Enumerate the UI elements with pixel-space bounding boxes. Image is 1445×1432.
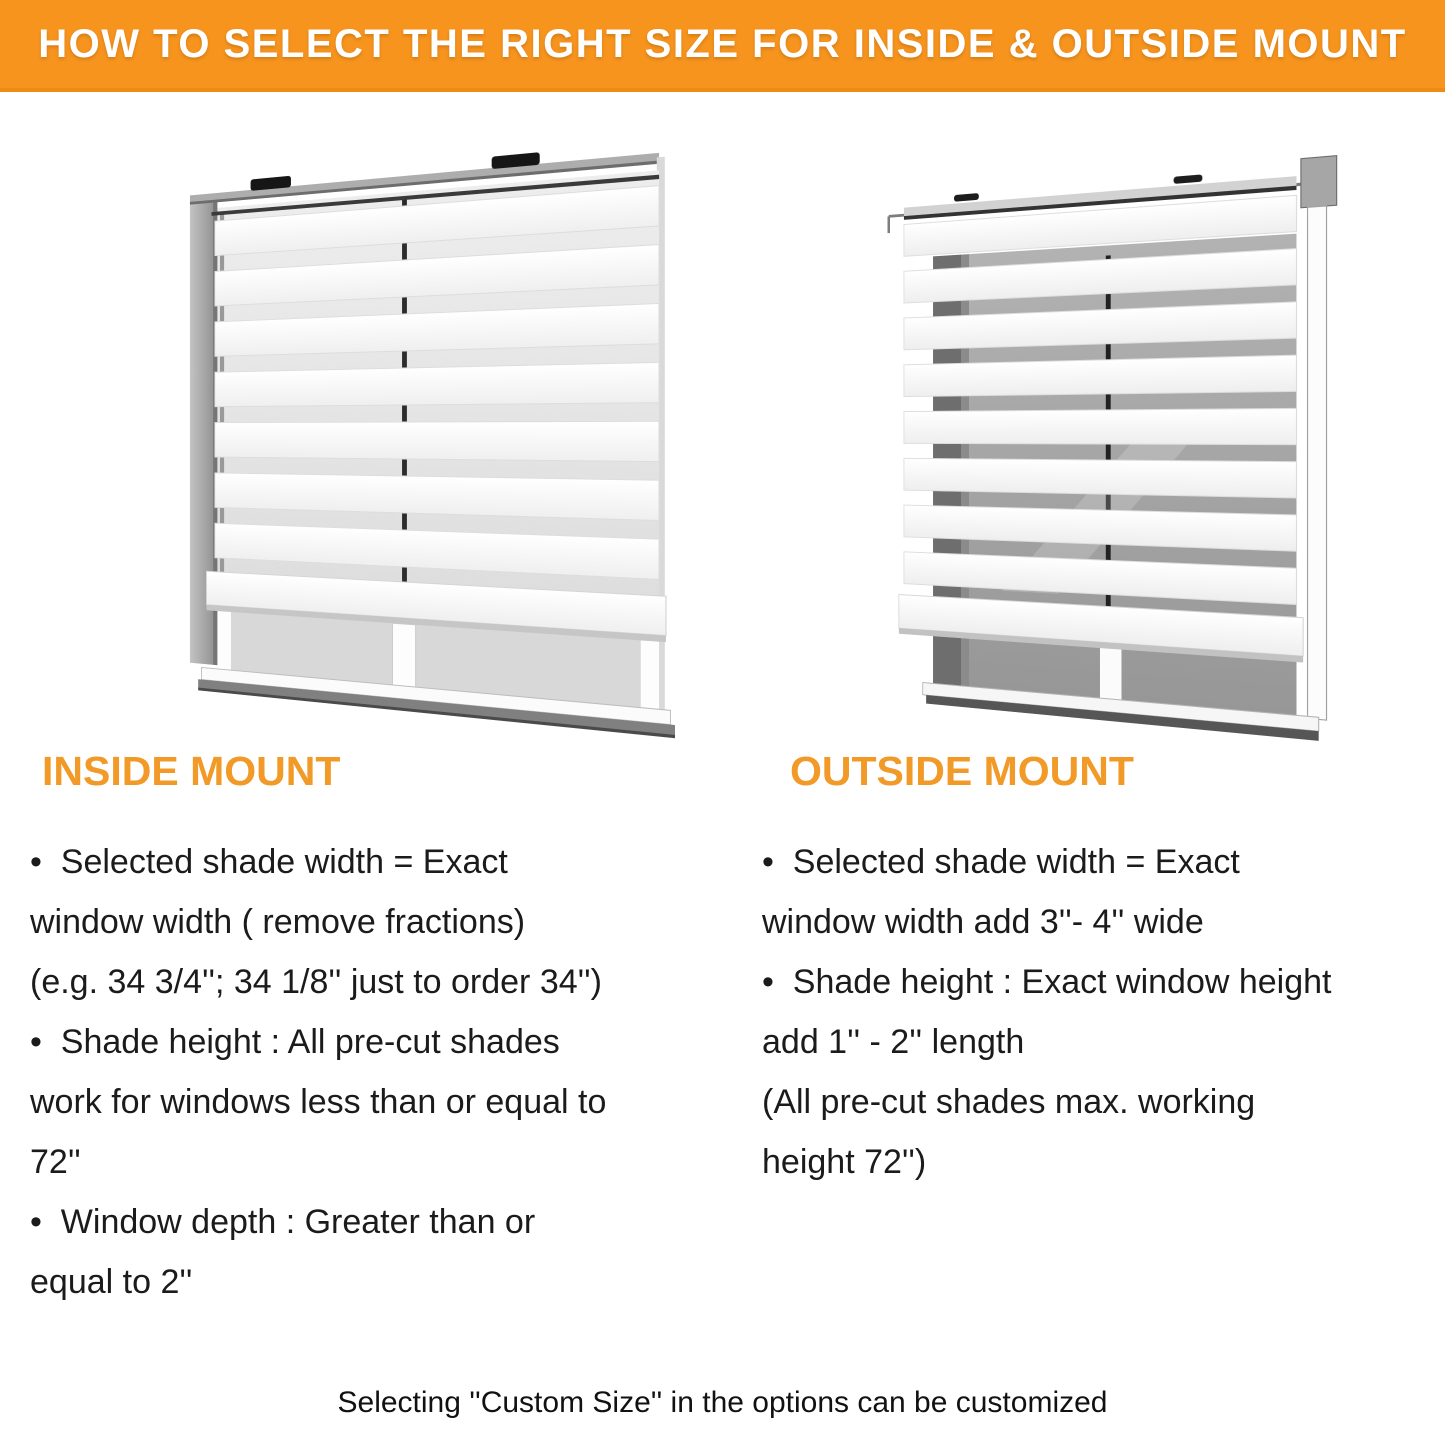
text-line: add 1'' - 2'' length: [762, 1023, 1025, 1061]
text-line: (e.g. 34 3/4''; 34 1/8'' just to order 34''): [30, 963, 602, 1001]
text-line: • Selected shade width = Exact: [30, 843, 508, 881]
text-line: • Shade height : Exact window height: [762, 963, 1332, 1001]
outside-mount-window-graphic: [880, 100, 1354, 768]
inside-mount-window-graphic: [177, 108, 675, 753]
inside-mount-notes: [30, 832, 730, 1312]
header-banner: [0, 0, 1445, 92]
mounting-bracket-icon: [954, 193, 979, 202]
outside-mount-heading: OUTSIDE MOUNT: [790, 748, 1134, 794]
footnote: Selecting ''Custom Size'' in the options can be customized: [337, 1386, 1108, 1419]
outside-mount-notes: [762, 832, 1445, 1192]
text-line: height 72''): [762, 1143, 927, 1181]
window-right-frame: [1308, 206, 1327, 720]
text-line: (All pre-cut shades max. working: [762, 1083, 1256, 1121]
mounting-bracket-icon: [1174, 174, 1203, 184]
inside-mount-illustration: [177, 108, 675, 753]
window-mullion: [1100, 648, 1122, 700]
text-line: 72'': [30, 1143, 81, 1181]
text-line: window width add 3''- 4'' wide: [762, 903, 1204, 941]
window-mullion: [392, 623, 415, 687]
text-line: work for windows less than or equal to: [30, 1083, 607, 1121]
text-line: window width ( remove fractions): [30, 903, 526, 941]
text-line: • Shade height : All pre-cut shades: [30, 1023, 560, 1061]
page-title: HOW TO SELECT THE RIGHT SIZE FOR INSIDE & OUTSIDE MOUNT: [38, 21, 1407, 66]
inside-mount-heading: INSIDE MOUNT: [42, 748, 341, 794]
end-bracket: [1301, 156, 1337, 208]
text-line: equal to 2'': [30, 1263, 193, 1301]
outside-mount-illustration: [880, 100, 1354, 768]
text-line: • Selected shade width = Exact: [762, 843, 1240, 881]
text-line: • Window depth : Greater than or: [30, 1203, 536, 1241]
